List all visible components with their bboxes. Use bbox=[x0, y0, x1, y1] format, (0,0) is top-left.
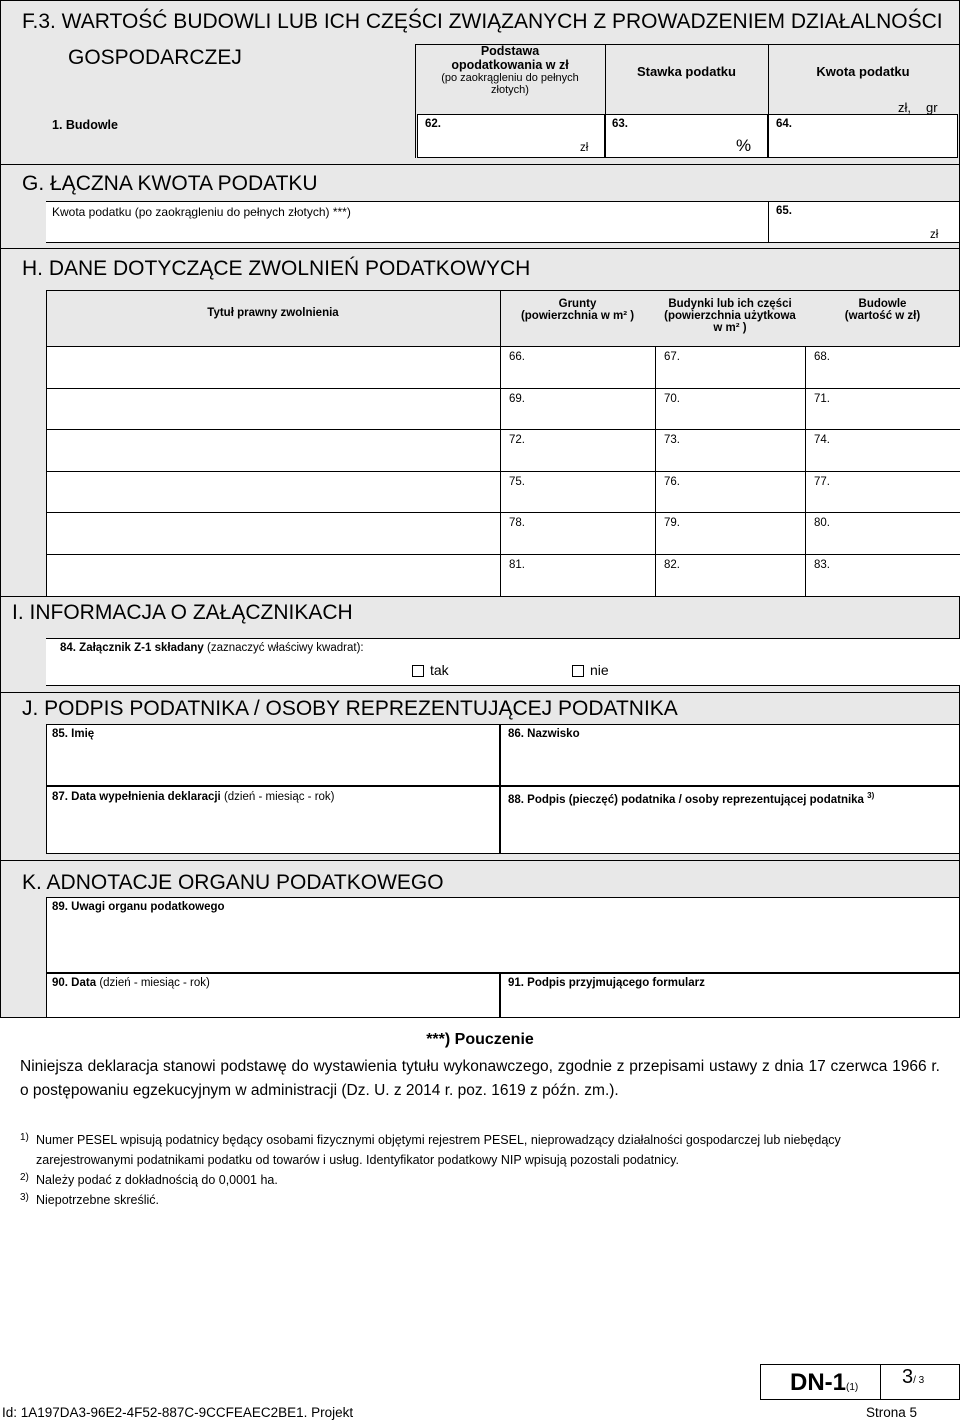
form-id bbox=[790, 1369, 858, 1397]
f3-divider-2 bbox=[768, 44, 769, 114]
h-row-cell[interactable] bbox=[500, 471, 656, 514]
field-89-label: 89. Uwagi organu podatkowego bbox=[52, 901, 225, 913]
field-62-label: 62. bbox=[425, 118, 441, 130]
footnote-3-text: Niepotrzebne skreślić. bbox=[36, 1193, 159, 1207]
h-field-label: 66. bbox=[509, 351, 525, 363]
h-row-title-cell[interactable] bbox=[46, 429, 501, 472]
f3-col-base-title: Podstawa opodatkowania w zł bbox=[451, 44, 569, 72]
h-field-label: 82. bbox=[664, 559, 680, 571]
h-row-cell[interactable] bbox=[805, 346, 960, 389]
g-label-note: (po zaokrągleniu do pełnych złotych) ***) bbox=[134, 205, 351, 219]
field-87-label-main: 87. Data wypełnienia deklaracji bbox=[52, 791, 221, 803]
field-65-label: 65. bbox=[776, 205, 792, 217]
field-62-unit: zł bbox=[580, 142, 589, 154]
field-88-label-main: 88. Podpis (pieczęć) podatnika / osoby reprezentującej podatnika bbox=[508, 793, 864, 806]
h-field-label: 76. bbox=[664, 476, 680, 488]
h-field-label: 80. bbox=[814, 517, 830, 529]
field-85-first-name[interactable] bbox=[46, 724, 500, 786]
h-row-cell[interactable] bbox=[805, 429, 960, 472]
h-row-cell[interactable] bbox=[805, 388, 960, 431]
h-field-label: 74. bbox=[814, 434, 830, 446]
h-field-label: 72. bbox=[509, 434, 525, 446]
h-col-budowle-title: Budowle bbox=[858, 298, 907, 310]
h-row-cell[interactable] bbox=[500, 388, 656, 431]
field-64-label: 64. bbox=[776, 118, 792, 130]
notice-title: ***) Pouczenie bbox=[426, 1031, 534, 1048]
h-row-cell[interactable] bbox=[805, 554, 960, 597]
f3-col-amount-header: Kwota podatku bbox=[816, 64, 910, 79]
h-row-cell[interactable] bbox=[805, 471, 960, 514]
h-field-label: 69. bbox=[509, 393, 525, 405]
section-g-title: G. ŁĄCZNA KWOTA PODATKU bbox=[22, 172, 318, 195]
f3-col-rate-header: Stawka podatku bbox=[637, 64, 736, 79]
h-col-grunty-title: Grunty bbox=[558, 298, 597, 310]
page-number bbox=[902, 1366, 924, 1389]
field-90-label-main: 90. Data bbox=[52, 977, 97, 989]
h-col-budynki-sub2: w m² ) bbox=[713, 322, 747, 334]
field-87-label-note: (dzień - miesiąc - rok) bbox=[223, 791, 335, 803]
section-k-title: K. ADNOTACJE ORGANU PODATKOWEGO bbox=[22, 871, 444, 894]
h-row-cell[interactable] bbox=[655, 388, 806, 431]
form-id-name: DN-1 bbox=[790, 1369, 847, 1396]
h-col-budynki-sub1: (powierzchnia użytkowa bbox=[664, 310, 796, 322]
h-row-cell[interactable] bbox=[500, 512, 656, 555]
h-col-title: Tytuł prawny zwolnienia bbox=[207, 307, 339, 319]
h-field-label: 71. bbox=[814, 393, 830, 405]
h-row-cell[interactable] bbox=[655, 346, 806, 389]
footnotes bbox=[20, 1130, 920, 1210]
h-col-grunty bbox=[500, 298, 655, 322]
h-field-label: 78. bbox=[509, 517, 525, 529]
footnote-3 bbox=[20, 1190, 920, 1210]
h-col-grunty-sub: (powierzchnia w m² ) bbox=[520, 310, 635, 322]
field-63-unit: % bbox=[736, 136, 752, 155]
field-85-label: 85. Imię bbox=[52, 728, 95, 740]
field-88-label bbox=[508, 791, 874, 806]
section-h-title: H. DANE DOTYCZĄCE ZWOLNIEŃ PODATKOWYCH bbox=[22, 257, 531, 280]
h-row-title-cell[interactable] bbox=[46, 471, 501, 514]
document-id: Id: 1A197DA3-96E2-4F52-887C-9CCFEAEC2BE1. Projekt bbox=[2, 1405, 354, 1420]
g-label-main: Kwota podatku bbox=[52, 205, 132, 219]
h-col-budynki bbox=[655, 298, 805, 334]
h-row-cell[interactable] bbox=[805, 512, 960, 555]
h-field-label: 68. bbox=[814, 351, 830, 363]
footnote-2-text: Należy podać z dokładnością do 0,0001 ha. bbox=[36, 1173, 278, 1187]
footnote-3-mark: 3) bbox=[20, 1192, 29, 1203]
option-tak[interactable] bbox=[412, 662, 449, 678]
f3-divider-1 bbox=[605, 44, 606, 114]
h-field-label: 79. bbox=[664, 517, 680, 529]
section-j-title: J. PODPIS PODATNIKA / OSOBY REPREZENTUJĄCEJ PODATNIKA bbox=[22, 697, 678, 720]
footnote-1-mark: 1) bbox=[20, 1132, 29, 1143]
h-field-label: 81. bbox=[509, 559, 525, 571]
h-row-cell[interactable] bbox=[500, 346, 656, 389]
h-field-label: 67. bbox=[664, 351, 680, 363]
option-nie-label: nie bbox=[590, 662, 609, 678]
f3-col-base-sub: (po zaokrągleniu do pełnych złotych) bbox=[441, 72, 579, 96]
form-id-divider bbox=[880, 1364, 881, 1400]
h-col-budowle-sub: (wartość w zł) bbox=[844, 310, 921, 322]
field-64-amount[interactable] bbox=[768, 114, 958, 158]
g-label bbox=[52, 205, 351, 219]
field-84-label-main: 84. Załącznik Z-1 składany bbox=[60, 642, 204, 654]
h-field-label: 70. bbox=[664, 393, 680, 405]
h-field-label: 75. bbox=[509, 476, 525, 488]
page-number-total: / 3 bbox=[913, 1375, 925, 1386]
f3-row-label: 1. Budowle bbox=[52, 118, 118, 132]
field-86-label: 86. Nazwisko bbox=[508, 728, 580, 740]
field-90-label bbox=[52, 977, 210, 989]
section-f3-title: F.3. WARTOŚĆ BUDOWLI LUB ICH CZĘŚCI ZWIĄZANYCH Z PROWADZENIEM DZIAŁALNOŚCI bbox=[22, 10, 943, 33]
h-row-cell[interactable] bbox=[655, 471, 806, 514]
h-field-label: 77. bbox=[814, 476, 830, 488]
option-nie[interactable] bbox=[572, 662, 609, 678]
checkbox-tak[interactable] bbox=[412, 665, 424, 677]
h-row-title-cell[interactable] bbox=[46, 346, 501, 389]
h-row-title-cell[interactable] bbox=[46, 512, 501, 555]
notice-text: Niniejsza deklaracja stanowi podstawę do wystawienia tytułu wykonawczego, zgodnie z przepisami ustawy z dnia 17 czerwca 1966 r. o postępowaniu egzekucyjnym w administracji (Dz. U. z 2014 r. poz. 1619 z późn. zm.). bbox=[20, 1058, 940, 1099]
h-row-cell[interactable] bbox=[500, 554, 656, 597]
field-65-unit: zł bbox=[930, 229, 939, 241]
field-87-label bbox=[52, 791, 335, 803]
h-field-label: 73. bbox=[664, 434, 680, 446]
h-row-cell[interactable] bbox=[655, 512, 806, 555]
h-row-cell[interactable] bbox=[655, 554, 806, 597]
h-field-label: 83. bbox=[814, 559, 830, 571]
checkbox-nie[interactable] bbox=[572, 665, 584, 677]
footnote-1-text: Numer PESEL wpisują podatnicy będący osobami fizycznymi objętymi rejestrem PESEL, nieprowadzący działalności gospodarczej lub niebędący zarejestrowanymi podatnikami podatku od towarów i usług. Identyfikator podatkowy NIP wpisują pozostali podatnicy. bbox=[36, 1133, 841, 1167]
f3-unit-gr: gr bbox=[926, 100, 938, 115]
field-62-base[interactable] bbox=[417, 114, 605, 158]
h-col-budynki-title: Budynki lub ich części bbox=[668, 298, 792, 310]
h-row-cell[interactable] bbox=[655, 429, 806, 472]
h-col-budowle bbox=[805, 298, 960, 322]
page-number-current: 3 bbox=[902, 1366, 914, 1388]
h-row-cell[interactable] bbox=[500, 429, 656, 472]
section-i-title: I. INFORMACJA O ZAŁĄCZNIKACH bbox=[12, 601, 353, 624]
section-f3-title-cont: GOSPODARCZEJ bbox=[68, 46, 242, 69]
field-84-label bbox=[60, 642, 364, 654]
field-91-label: 91. Podpis przyjmującego formularz bbox=[508, 977, 705, 989]
field-84-label-note: (zaznaczyć właściwy kwadrat): bbox=[207, 642, 364, 654]
h-row-title-cell[interactable] bbox=[46, 388, 501, 431]
form-id-sub: (1) bbox=[846, 1382, 859, 1393]
footnote-2 bbox=[20, 1170, 920, 1190]
footnote-2-mark: 2) bbox=[20, 1172, 29, 1183]
page-label: Strona 5 bbox=[866, 1405, 918, 1420]
option-tak-label: tak bbox=[430, 662, 449, 678]
footnote-1 bbox=[20, 1130, 920, 1170]
h-row-title-cell[interactable] bbox=[46, 554, 501, 597]
field-88-footnote: 3) bbox=[867, 791, 875, 800]
field-90-label-note: (dzień - miesiąc - rok) bbox=[99, 977, 210, 989]
field-63-label: 63. bbox=[612, 118, 628, 130]
f3-unit-zl: zł, bbox=[898, 100, 911, 115]
